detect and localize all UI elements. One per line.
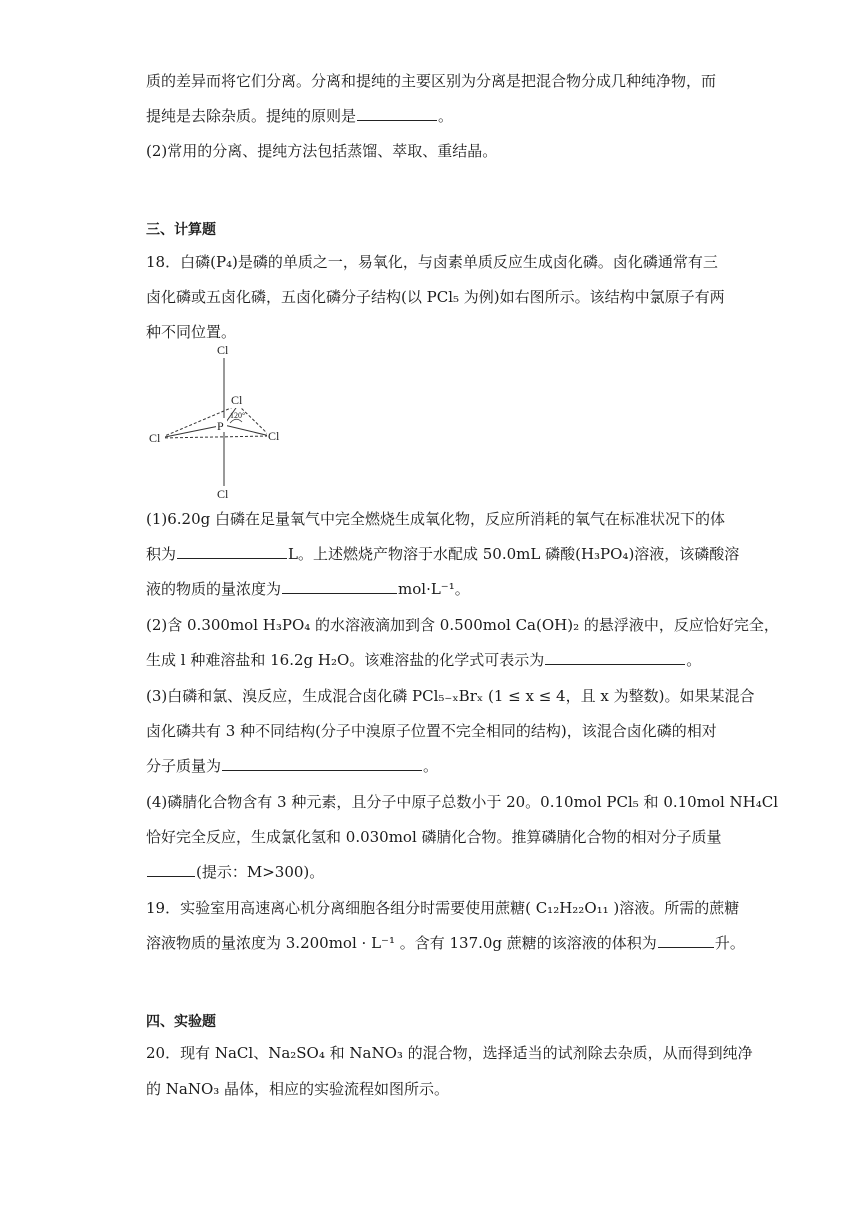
dashed-edge [238, 405, 270, 436]
answer-blank[interactable] [282, 579, 397, 594]
question-18-part-4: (4)磷腈化合物含有 3 种元素，且分子中原子总数小于 20。0.10mol PCl₅ 和 0.10mol NH₄Cl [146, 793, 779, 811]
question-18-line: 18．白磷(P₄)是磷的单质之一，易氧化，与卤素单质反应生成卤化磷。卤化磷通常有三 [146, 253, 718, 271]
question-18-line: 种不同位置。 [146, 323, 237, 341]
question-19-line: 19．实验室用高速离心机分离细胞各组分时需要使用蔗糖( C₁₂H₂₂O₁₁ )溶液。所需的蔗糖 [146, 899, 740, 917]
answer-blank[interactable] [222, 756, 422, 771]
text-fragment: 。 [686, 651, 702, 669]
atom-label-cl: Cl [217, 487, 229, 501]
question-18-part-1: (1)6.20g 白磷在足量氧气中完全燃烧生成氧化物，反应所消耗的氧气在标准状况下的体 [146, 510, 726, 528]
atom-label-cl: Cl [149, 431, 161, 445]
question-19-line [146, 933, 745, 953]
question-18-part-1 [146, 544, 739, 564]
text-fragment: mol·L⁻¹。 [398, 580, 470, 598]
text-fragment: 生成 l 种难溶盐和 16.2g H₂O。该难溶盐的化学式可表示为 [146, 651, 545, 669]
text-fragment: 提纯是去除杂质。提纯的原则是 [146, 107, 357, 125]
equatorial-bond [160, 425, 224, 438]
answer-blank[interactable] [357, 106, 437, 121]
question-18-line: 卤化磷或五卤化磷，五卤化磷分子结构(以 PCl₅ 为例)如右图所示。该结构中氯原子有两 [146, 288, 725, 306]
text-fragment: L。上述燃烧产物溶于水配成 50.0mL 磷酸(H₃PO₄)溶液，该磷酸溶 [288, 545, 740, 563]
pcl5-structure-diagram [146, 340, 296, 510]
question-18-part-1 [146, 579, 470, 599]
question-18-part-3 [146, 756, 438, 776]
text-line [146, 106, 453, 126]
text-line: 质的差异而将它们分离。分离和提纯的主要区别为分离是把混合物分成几种纯净物，而 [146, 72, 717, 90]
question-18-part-2: (2)含 0.300mol H₃PO₄ 的水溶液滴加到含 0.500mol Ca(OH)₂ 的悬浮液中，反应恰好完全， [146, 616, 779, 634]
question-18-part-4: 恰好完全反应，生成氯化氢和 0.030mol 磷腈化合物。推算磷腈化合物的相对分子质量 [146, 828, 722, 846]
atom-label-p: P [217, 419, 224, 433]
section-heading: 三、计算题 [146, 222, 216, 238]
atom-label-cl: Cl [231, 393, 243, 407]
question-18-part-3: 卤化磷共有 3 种不同结构(分子中溴原子位置不完全相同的结构)，该混合卤化磷的相对 [146, 722, 717, 740]
equatorial-bond [224, 425, 270, 436]
question-20-line: 20．现有 NaCl、Na₂SO₄ 和 NaNO₃ 的混合物，选择适当的试剂除去杂质，从而得到纯净 [146, 1044, 753, 1062]
question-18-part-4 [146, 862, 324, 882]
text-fragment: 升。 [714, 934, 745, 952]
answer-blank[interactable] [545, 650, 685, 665]
atom-label-cl: Cl [268, 429, 280, 443]
answer-blank[interactable] [658, 933, 714, 948]
text-fragment: 分子质量为 [146, 757, 222, 775]
dashed-edge [160, 436, 270, 438]
answer-blank[interactable] [177, 544, 287, 559]
text-fragment: 溶液物质的量浓度为 3.200mol · L⁻¹ 。含有 137.0g 蔗糖的该溶液的体积为 [146, 934, 657, 952]
question-18-part-2 [146, 650, 701, 670]
angle-label: 120° [230, 411, 246, 420]
answer-blank[interactable] [147, 862, 195, 877]
text-fragment: (提示：M>300)。 [196, 863, 325, 881]
text-fragment: 液的物质的量浓度为 [146, 580, 282, 598]
text-line: (2)常用的分离、提纯方法包括蒸馏、萃取、重结晶。 [146, 142, 498, 160]
text-fragment: 积为 [146, 545, 177, 563]
question-18-part-3: (3)白磷和氯、溴反应，生成混合卤化磷 PCl₅₋ₓBrₓ (1 ≤ x ≤ 4，且 x 为整数)。如果某混合 [146, 687, 755, 705]
section-heading: 四、实验题 [146, 1014, 216, 1030]
text-fragment: 。 [423, 757, 439, 775]
text-fragment: 。 [438, 107, 454, 125]
question-20-line: 的 NaNO₃ 晶体，相应的实验流程如图所示。 [146, 1080, 450, 1098]
atom-label-cl: Cl [217, 343, 229, 357]
